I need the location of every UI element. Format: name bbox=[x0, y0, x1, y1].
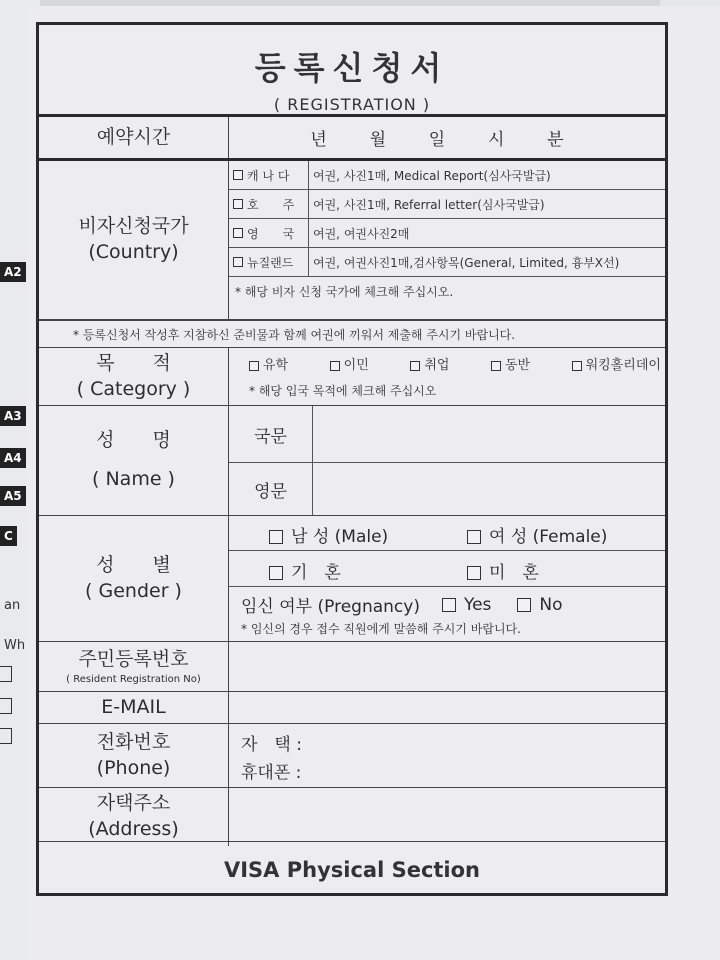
name-korean-input[interactable] bbox=[313, 406, 665, 462]
country-option-canada[interactable] bbox=[229, 161, 665, 189]
gender-label-ko: 성 별 bbox=[96, 553, 171, 576]
rrn-row bbox=[39, 642, 665, 692]
workingholiday-label: 워킹홀리데이 bbox=[585, 358, 661, 373]
pregnancy-note: * 임신의 경우 접수 직원에게 말씀해 주시기 바랍니다. bbox=[241, 622, 521, 636]
category-label-en: ( Category ) bbox=[76, 377, 191, 400]
left-tab-c: C bbox=[0, 526, 36, 546]
single-option[interactable] bbox=[467, 558, 539, 583]
left-checkbox-2 bbox=[0, 698, 12, 714]
rrn-label-en: ( Resident Registration No) bbox=[66, 673, 201, 685]
month-unit: 월 bbox=[369, 130, 386, 150]
newzealand-docs: 여권, 여권사진1매,검사항목(General, Limited, 흉부X선) bbox=[313, 255, 620, 270]
country-option-newzealand[interactable] bbox=[229, 248, 665, 276]
workingholiday-checkbox[interactable] bbox=[572, 361, 582, 371]
phone-label bbox=[39, 724, 229, 787]
rrn-label bbox=[39, 642, 229, 691]
country-option-australia[interactable] bbox=[229, 190, 665, 218]
gender-label-en: ( Gender ) bbox=[85, 579, 182, 602]
email-label: E-MAIL bbox=[39, 692, 229, 723]
mobile-phone-input[interactable] bbox=[319, 756, 665, 786]
email-input[interactable] bbox=[229, 692, 665, 723]
male-option[interactable] bbox=[269, 522, 388, 547]
hour-unit: 시 bbox=[487, 130, 505, 150]
name-korean-label: 국문 bbox=[229, 406, 313, 462]
address-label-en: (Address) bbox=[88, 818, 179, 840]
left-checkbox-3 bbox=[0, 728, 12, 744]
study-checkbox[interactable] bbox=[249, 361, 259, 371]
pregnancy-no-label: No bbox=[539, 594, 563, 615]
employment-label: 취업 bbox=[424, 358, 450, 373]
name-english-label: 영문 bbox=[229, 463, 313, 515]
form-footer: VISA Physical Section bbox=[39, 841, 665, 893]
pregnancy-label: 임신 여부 (Pregnancy) bbox=[241, 597, 420, 617]
pregnancy-yes-label: Yes bbox=[463, 594, 492, 615]
category-immigration[interactable] bbox=[330, 354, 369, 373]
study-label: 유학 bbox=[263, 358, 289, 373]
form-header bbox=[39, 25, 665, 117]
phone-fields bbox=[229, 724, 665, 787]
phone-label-ko: 전화번호 bbox=[96, 730, 171, 753]
country-options bbox=[229, 161, 665, 319]
attach-note: * 등록신청서 작성후 지참하신 준비물과 함께 여권에 끼워서 제출해 주시기 바랍니다. bbox=[39, 320, 665, 348]
female-label: 여 성 (Female) bbox=[489, 527, 608, 547]
form-title: 등록신청서 bbox=[254, 49, 450, 87]
mobile-phone-label: 휴대폰 : bbox=[241, 763, 302, 783]
reservation-fields[interactable] bbox=[229, 117, 665, 158]
registration-form bbox=[36, 22, 668, 896]
divider bbox=[229, 586, 665, 587]
country-label bbox=[39, 161, 229, 319]
left-tab-a3: A3 bbox=[0, 406, 36, 426]
address-input[interactable] bbox=[229, 788, 665, 846]
australia-label: 호 주 bbox=[247, 197, 295, 212]
left-checkbox-1 bbox=[0, 666, 12, 682]
rrn-label-ko: 주민등록번호 bbox=[78, 647, 189, 670]
category-note: * 해당 입국 목적에 체크해 주십시오 bbox=[249, 384, 437, 398]
newzealand-checkbox[interactable] bbox=[233, 257, 243, 267]
pregnancy-yes-checkbox[interactable] bbox=[442, 598, 456, 612]
canada-checkbox[interactable] bbox=[233, 170, 243, 180]
phone-row bbox=[39, 724, 665, 788]
accompany-label: 동반 bbox=[504, 358, 531, 373]
pregnancy-no-checkbox[interactable] bbox=[517, 598, 531, 612]
country-option-uk[interactable] bbox=[229, 219, 665, 247]
female-checkbox[interactable] bbox=[467, 530, 481, 544]
category-study[interactable] bbox=[249, 354, 288, 373]
home-phone-label: 자 택 : bbox=[241, 735, 302, 755]
gender-fields bbox=[229, 516, 665, 641]
category-employment[interactable] bbox=[410, 354, 449, 373]
reservation-row bbox=[39, 117, 665, 161]
home-phone-input[interactable] bbox=[319, 724, 665, 754]
address-row bbox=[39, 788, 665, 846]
address-label bbox=[39, 788, 229, 846]
phone-label-en: (Phone) bbox=[96, 756, 171, 779]
category-label bbox=[39, 348, 229, 405]
category-options bbox=[229, 348, 665, 405]
female-option[interactable] bbox=[467, 522, 607, 547]
address-label-ko: 자택주소 bbox=[96, 792, 171, 815]
uk-docs: 여권, 여권사진2매 bbox=[313, 226, 410, 241]
category-label-ko: 목 적 bbox=[96, 351, 171, 374]
employment-checkbox[interactable] bbox=[410, 361, 420, 371]
newzealand-label: 뉴질랜드 bbox=[247, 255, 294, 270]
australia-docs: 여권, 사진1매, Referral letter(심사국발급) bbox=[313, 197, 545, 212]
pregnancy-no[interactable] bbox=[517, 595, 562, 615]
left-tab-a4: A4 bbox=[0, 448, 36, 468]
immigration-label: 이민 bbox=[343, 358, 369, 373]
country-label-ko: 비자신청국가 bbox=[78, 215, 189, 238]
day-unit: 일 bbox=[428, 130, 446, 150]
rrn-input[interactable] bbox=[229, 642, 665, 691]
left-text-an: an bbox=[4, 598, 21, 613]
name-label-ko: 성 명 bbox=[96, 429, 171, 452]
category-workingholiday[interactable] bbox=[572, 354, 661, 373]
immigration-checkbox[interactable] bbox=[330, 361, 340, 371]
canada-docs: 여권, 사진1매, Medical Report(심사국발급) bbox=[313, 168, 551, 183]
country-row bbox=[39, 161, 665, 320]
canada-label: 캐 나 다 bbox=[247, 168, 290, 183]
uk-checkbox[interactable] bbox=[233, 228, 243, 238]
name-label-en: ( Name ) bbox=[92, 467, 175, 490]
divider bbox=[229, 550, 665, 551]
form-subtitle: ( REGISTRATION ) bbox=[273, 95, 431, 114]
left-tab-a5: A5 bbox=[0, 486, 36, 506]
married-option[interactable] bbox=[269, 558, 341, 583]
name-label bbox=[39, 406, 229, 515]
country-label-en: (Country) bbox=[88, 241, 179, 263]
year-unit: 년 bbox=[310, 130, 327, 150]
email-row bbox=[39, 692, 665, 724]
pregnancy-row bbox=[241, 592, 563, 617]
reservation-label: 예약시간 bbox=[39, 117, 229, 158]
left-text-wh: Wh bbox=[4, 638, 26, 653]
married-label: 기 혼 bbox=[291, 563, 341, 583]
married-checkbox[interactable] bbox=[269, 566, 283, 580]
name-row bbox=[39, 406, 665, 516]
gender-label bbox=[39, 516, 229, 641]
pregnancy-yes[interactable] bbox=[442, 595, 491, 615]
uk-label: 영 국 bbox=[247, 226, 295, 241]
minute-unit: 분 bbox=[547, 130, 564, 150]
country-note: * 해당 비자 신청 국가에 체크해 주십시오. bbox=[235, 284, 454, 299]
gender-row bbox=[39, 516, 665, 642]
name-english-input[interactable] bbox=[313, 463, 665, 515]
left-tab-a2: A2 bbox=[0, 262, 36, 282]
category-row bbox=[39, 348, 665, 406]
single-checkbox[interactable] bbox=[467, 566, 481, 580]
australia-checkbox[interactable] bbox=[233, 199, 243, 209]
male-checkbox[interactable] bbox=[269, 530, 283, 544]
name-fields bbox=[229, 406, 665, 515]
male-label: 남 성 (Male) bbox=[291, 527, 389, 547]
single-label: 미 혼 bbox=[489, 563, 539, 583]
accompany-checkbox[interactable] bbox=[491, 361, 501, 371]
category-accompany[interactable] bbox=[491, 354, 530, 373]
